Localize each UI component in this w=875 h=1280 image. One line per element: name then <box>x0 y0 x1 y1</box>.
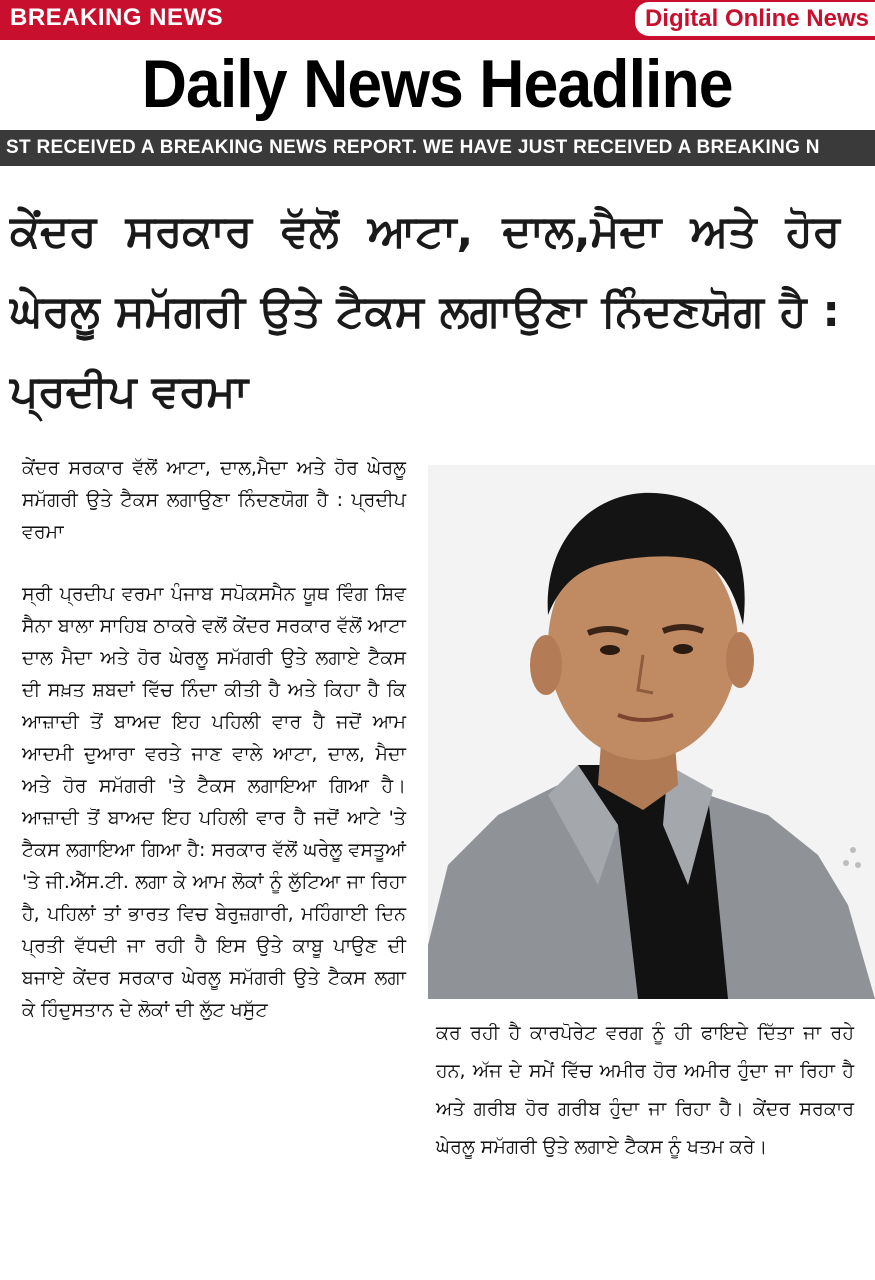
article-photo <box>428 465 875 999</box>
breaking-news-bar <box>0 0 875 40</box>
portrait-illustration <box>428 465 875 999</box>
masthead <box>0 40 875 128</box>
article-headline: ਕੇਂਦਰ ਸਰਕਾਰ ਵੱਲੋਂ ਆਟਾ, ਦਾਲ,ਮੈਦਾ ਅਤੇ ਹੋਰ ਘੇਰਲੂ ਸਮੱਗਰੀ ਉਤੇ ਟੈਕਸ ਲਗਾਉਣਾ ਨਿੰਦਣਯੋਗ ਹੈ : ਪ੍ਰਦੀਪ ਵਰਮਾ <box>10 206 840 417</box>
article-lead: ਕੇਂਦਰ ਸਰਕਾਰ ਵੱਲੋਂ ਆਟਾ, ਦਾਲ,ਮੈਦਾ ਅਤੇ ਹੋਰ ਘੇਰਲੂ ਸਮੱਗਰੀ ਉਤੇ ਟੈਕਸ ਲਗਾਉਣਾ ਨਿੰਦਣਯੋਗ ਹੈ : ਪ੍ਰਦੀਪ ਵਰਮਾ <box>22 457 406 543</box>
digital-online-news-label: Digital Online News <box>635 2 875 36</box>
masthead-title: Daily News Headline <box>142 46 733 122</box>
breaking-news-label: BREAKING NEWS <box>10 4 224 31</box>
article-left-column <box>22 452 406 1056</box>
article-body-left: ਸ੍ਰੀ ਪ੍ਰਦੀਪ ਵਰਮਾ ਪੰਜਾਬ ਸਪੋਕਸਮੈਨ ਯੂਥ ਵਿੰਗ ਸ਼ਿਵ ਸੈਨਾ ਬਾਲਾ ਸਾਹਿਬ ਠਾਕਰੇ ਵਲੋਂ ਕੇਂਦਰ ਸਰਕਾਰ ਵੱਲੋਂ ਆਟਾ ਦਾਲ ਮੈਦਾ ਅਤੇ ਹੋਰ ਘੇਰਲੂ ਸਮੱਗਰੀ ਉਤੇ ਲਗਾਏ ਟੈਕਸ ਦੀ ਸਖ਼ਤ ਸ਼ਬਦਾਂ ਵਿੱਚ ਨਿੰਦਾ ਕੀਤੀ ਹੈ ਅਤੇ ਕਿਹਾ ਹੈ ਕਿ ਆਜ਼ਾਦੀ ਤੋਂ ਬਾਅਦ ਇਹ ਪਹਿਲੀ ਵਾਰ ਹੈ ਜਦੋਂ ਆਮ ਆਦਮੀ ਦੁਆਰਾ ਵਰਤੇ ਜਾਣ ਵਾਲੇ ਆਟਾ, ਦਾਲ, ਮੈਦਾ ਅਤੇ ਹੋਰ ਸਮੱਗਰੀ 'ਤੇ ਟੈਕਸ ਲਗਾਇਆ ਗਿਆ ਹੈ। ਆਜ਼ਾਦੀ ਤੋਂ ਬਾਅਦ ਇਹ ਪਹਿਲੀ ਵਾਰ ਹੈ ਜਦੋਂ ਆਟੇ 'ਤੇ ਟੈਕਸ ਲਗਾਇਆ ਗਿਆ ਹੈ: ਸਰਕਾਰ ਵੱਲੋਂ ਘਰੇਲੂ ਵਸਤੂਆਂ 'ਤੇ ਜੀ.ਐੱਸ.ਟੀ. ਲਗਾ ਕੇ ਆਮ ਲੋਕਾਂ ਨੂੰ ਲੁੱਟਿਆ ਜਾ ਰਿਹਾ ਹੈ, ਪਹਿਲਾਂ ਤਾਂ ਭਾਰਤ ਵਿਚ ਬੇਰੁਜ਼ਗਾਰੀ, ਮਹਿੰਗਾਈ ਦਿਨ ਪ੍ਰਤੀ ਵੱਧਦੀ ਜਾ ਰਹੀ ਹੈ ਇਸ ਉਤੇ ਕਾਬੂ ਪਾਉਣ ਦੀ ਬਜਾਏ ਕੇਂਦਰ ਸਰਕਾਰ ਘੇਰਲੂ ਸਮੱਗਰੀ ਉਤੇ ਟੈਕਸ ਲਗਾ ਕੇ ਹਿੰਦੁਸਤਾਨ ਦੇ ਲੋਕਾਂ ਦੀ ਲੁੱਟ ਖਸੁੱਟ <box>22 583 406 1021</box>
ticker-text: ST RECEIVED A BREAKING NEWS REPORT. WE HAVE JUST RECEIVED A BREAKING N <box>6 137 820 158</box>
article-right-column: ਕਰ ਰਹੀ ਹੈ ਕਾਰਪੋਰੇਟ ਵਰਗ ਨੂੰ ਹੀ ਫਾਇਦੇ ਦਿੱਤਾ ਜਾ ਰਹੇ ਹਨ, ਅੱਜ ਦੇ ਸਮੇਂ ਵਿੱਚ ਅਮੀਰ ਹੋਰ ਅਮੀਰ ਹੁੰਦਾ ਜਾ ਰਿਹਾ ਹੈ ਅਤੇ ਗਰੀਬ ਹੋਰ ਗਰੀਬ ਹੁੰਦਾ ਜਾ ਰਿਹਾ ਹੈ। ਕੇਂਦਰ ਸਰਕਾਰ ਘੇਰਲੂ ਸਮੱਗਰੀ ਉਤੇ ਲਗਾਏ ਟੈਕਸ ਨੂੰ ਖਤਮ ਕਰੇ। <box>436 1022 854 1158</box>
news-ticker <box>0 130 875 166</box>
